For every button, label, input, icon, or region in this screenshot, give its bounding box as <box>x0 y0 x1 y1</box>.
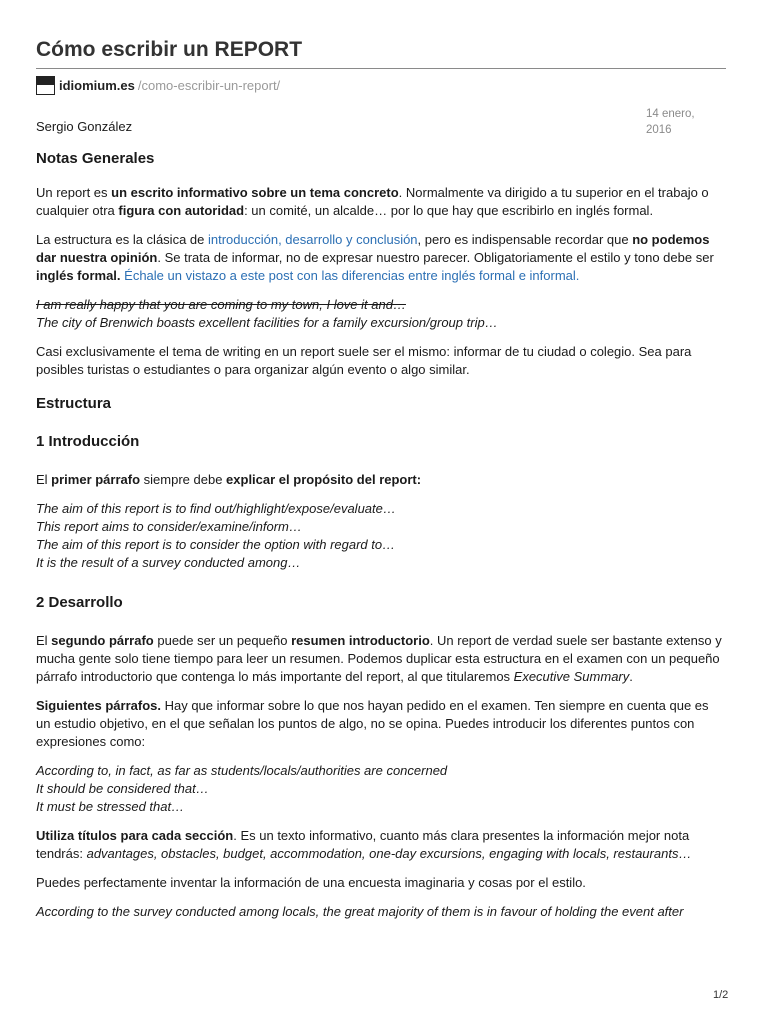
example-line: The aim of this report is to consider the option with regard to… <box>36 537 396 552</box>
bold-text: Utiliza títulos para cada sección <box>36 828 234 843</box>
example-block-3 <box>36 762 726 816</box>
paragraph-9: According to the survey conducted among locals, the great majority of them is in favour of holding the event after <box>36 904 684 919</box>
text: Un report es <box>36 185 112 200</box>
article-body <box>36 150 726 932</box>
text: . <box>629 669 633 684</box>
text: , pero es indispensable recordar que <box>417 232 633 247</box>
paragraph-3: Casi exclusivamente el tema de writing en un report suele ser el mismo: informar de tu ciudad o colegio. Sea para posibles turistas o estudiantes o para organizar algún evento o algo similar. <box>36 344 692 377</box>
link-formal-informal[interactable]: Échale un vistazo a este post con las diferencias entre inglés formal e informal. <box>124 268 580 283</box>
post-date <box>646 106 716 138</box>
text: : un comité, un alcalde… por lo que hay que escribirlo en inglés formal. <box>244 203 654 218</box>
page-number: 1/2 <box>713 989 729 1001</box>
text: . Se trata de informar, no de expresar nuestro parecer. Obligatoriamente el estilo y tono debe ser <box>157 250 714 265</box>
source-line <box>36 76 280 95</box>
heading-desarrollo: 2 Desarrollo <box>36 594 123 611</box>
paragraph-5 <box>36 632 726 686</box>
source-site[interactable]: idiomium.es <box>59 78 135 93</box>
italic-text: Executive Summary <box>513 669 630 684</box>
date-line-1: 14 enero, <box>646 108 695 120</box>
text: . Es un texto informativo, cuanto más clara presentes la información mejor nota tendrás: <box>36 828 690 861</box>
bold-text: segundo párrafo <box>51 633 154 648</box>
bold-text: explicar el propósito del report: <box>226 472 422 487</box>
paragraph-2 <box>36 231 726 285</box>
author-name: Sergio González <box>36 119 133 134</box>
example-line: It is the result of a survey conducted among… <box>36 555 301 570</box>
example-line: It should be considered that… <box>36 781 209 796</box>
text: La estructura es la clásica de <box>36 232 208 247</box>
text: El <box>36 633 52 648</box>
page-title: Cómo escribir un REPORT <box>36 38 726 69</box>
heading-introduccion: 1 Introducción <box>36 433 140 450</box>
bold-text: figura con autoridad <box>118 203 245 218</box>
example-block-2 <box>36 500 726 572</box>
text: puede ser un pequeño <box>153 633 292 648</box>
bold-text: no podemos dar nuestra opinión <box>36 232 710 265</box>
example-line: The city of Brenwich boasts excellent facilities for a family excursion/group trip… <box>36 315 498 330</box>
text: . Normalmente va dirigido a tu superior en el trabajo o cualquier otra <box>36 185 709 218</box>
date-line-2: 2016 <box>646 124 672 136</box>
example-line: It must be stressed that… <box>36 799 185 814</box>
paragraph-1 <box>36 184 726 220</box>
idiomium-logo-icon <box>36 76 55 95</box>
bold-text: un escrito informativo sobre un tema concreto <box>111 185 399 200</box>
bold-text: resumen introductorio <box>291 633 430 648</box>
text: . Un report de verdad suele ser bastante extenso y mucha gente solo tiene tiempo para leer un resumen. Podemos duplicar esta estructura en el examen con un pequeño párrafo introductorio que contenga lo más importante del report, al que titularemos <box>36 633 722 684</box>
paragraph-7 <box>36 827 726 863</box>
text: siempre debe <box>140 472 227 487</box>
paragraph-4 <box>36 471 726 489</box>
example-block-1 <box>36 296 726 332</box>
link-structure[interactable]: introducción, desarrollo y conclusión <box>207 232 418 247</box>
bold-text: Siguientes párrafos. <box>36 698 161 713</box>
example-line: The aim of this report is to find out/highlight/expose/evaluate… <box>36 501 396 516</box>
bold-text: primer párrafo <box>51 472 141 487</box>
bold-text: inglés formal. <box>36 268 121 283</box>
paragraph-8: Puedes perfectamente inventar la información de una encuesta imaginaria y cosas por el estilo. <box>36 875 586 890</box>
text: El <box>36 472 52 487</box>
paragraph-6 <box>36 697 726 751</box>
heading-estructura: Estructura <box>36 395 112 412</box>
example-line: This report aims to consider/examine/inform… <box>36 519 302 534</box>
heading-notas-generales: Notas Generales <box>36 150 155 167</box>
example-strike: I am really happy that you are coming to my town, I love it and… <box>36 297 406 312</box>
text: Hay que informar sobre lo que nos hayan pedido en el examen. Ten siempre en cuenta que es un estudio objetivo, en el que señalan los puntos de algo, no se opina. Puedes introducir los diferentes puntos con expresiones como: <box>36 698 709 749</box>
example-line: According to, in fact, as far as students/locals/authorities are concerned <box>36 763 448 778</box>
source-path[interactable]: /como-escribir-un-report/ <box>137 78 281 93</box>
italic-text: advantages, obstacles, budget, accommodation, one-day excursions, engaging with locals, restaurants… <box>86 846 692 861</box>
